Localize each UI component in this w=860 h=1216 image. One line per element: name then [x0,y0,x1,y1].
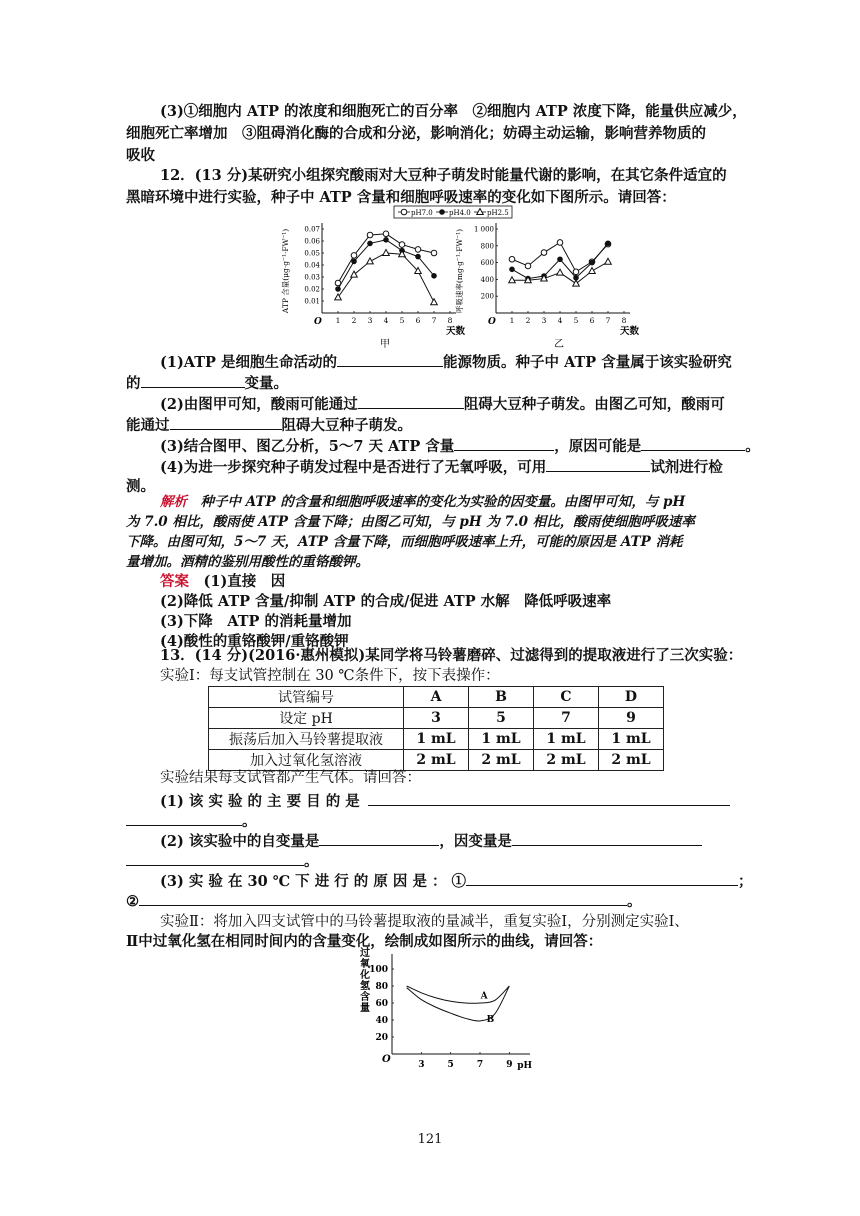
x-tick-label: 4 [383,316,389,325]
x-tick-label: 4 [557,316,563,325]
data-point [351,259,357,265]
analysis-line: 为 7.0 相比，酸雨使 ATP 含量下降；由图乙可知，与 pH 为 7.0 相比，酸雨使细胞呼吸速率 [126,514,695,530]
subquestion-4: (4)为进一步探究种子萌发过程中是否进行了无氧呼吸，可用 试剂进行检 [160,456,770,478]
analysis-line: 下降。由图可知，5～7 天，ATP 含量下降，而细胞呼吸速率上升，可能的原因是 ATP 消耗 [126,534,683,550]
data-point [431,299,438,305]
y-tick-label: 20 [375,1033,388,1043]
table-cell: 1 mL [404,729,469,750]
y-tick-label: 200 [480,292,494,301]
subquestion-4-cont: 测。 [126,478,155,495]
x-tick-label: 1 [335,316,341,325]
y-tick-label: 0.01 [304,297,320,306]
chart-legend [394,206,512,218]
answer-line: (2)降低 ATP 含量/抑制 ATP 的合成/促进 ATP 水解 降低呼吸速率 [160,593,612,610]
answer-line: (3)下降 ATP 的消耗量增加 [160,613,352,630]
x-tick-label: 9 [506,1060,513,1070]
y-tick-label: 600 [480,259,494,268]
y-axis-label: 过氧化氢含量 [360,948,370,1014]
data-point [573,280,580,286]
data-point [509,256,515,262]
origin-label: O [382,1054,391,1065]
data-point [367,258,374,264]
y-tick-label: 100 [369,965,388,975]
q13-sub3: (3) 实 验 在 30 ℃ 下 进 行 的 原 因 是 ： ① ； [160,870,770,892]
y-tick-label: 0.07 [304,225,320,234]
table-cell: 设定 pH [209,708,404,729]
x-tick-label: 3 [541,316,547,325]
question-12-stem: 12．(13 分)某研究小组探究酸雨对大豆种子萌发时能量代谢的影响，在其它条件适宜的 [160,167,727,184]
series-label: A [480,991,488,1002]
data-point [335,286,341,292]
series-curve-A [407,986,510,1003]
x-tick-label: 8 [621,316,627,325]
x-tick-label: 6 [589,316,595,325]
table-header-cell: A [404,687,469,708]
x-tick-label: 8 [447,316,453,325]
answer-label: 答案 [160,573,189,590]
experiment-1: 实验Ⅰ：每支试管控制在 30 ℃条件下，按下表操作： [160,668,500,684]
question-12-stem: 黑暗环境中进行实验，种子中 ATP 含量和细胞呼吸速率的变化如下图所示。请回答： [126,189,676,206]
x-tick-label: 5 [399,316,405,325]
x-tick-label: 2 [525,316,531,325]
data-point [351,271,358,277]
analysis: 解析 种子中 ATP 的含量和细胞呼吸速率的变化为实验的因变量。由图甲可知，与 pH [160,494,686,510]
y-axis-label: ATP 含量(μg·g⁻¹·FW⁻¹) [281,228,290,314]
chart-caption: 甲 [380,339,390,350]
data-point [509,277,516,283]
y-tick-label: 1 000 [473,225,494,234]
table-row [209,708,664,729]
subquestion-1-cont: 的 变量。 [126,372,736,394]
data-point [509,267,515,273]
x-tick-label: 5 [447,1060,454,1070]
data-point [383,231,389,237]
text-line: 吸收 [126,147,155,164]
subquestion-1: (1)ATP 是细胞生命活动的 能源物质。种子中 ATP 含量属于该实验研究 [160,351,770,373]
data-point [383,237,389,243]
table-cell: 9 [599,708,664,729]
experiment-result: 实验结果每支试管都产生气体。请回答： [160,770,421,786]
subquestion-2: (2)由图甲可知，酸雨可能通过 阻碍大豆种子萌发。由图乙可知，酸雨可 [160,393,770,415]
table-cell: 2 mL [404,750,469,771]
legend-label: pH7.0 [411,209,433,217]
data-point [605,240,611,246]
atp-respiration-figure [270,205,640,355]
table-cell: 2 mL [534,750,599,771]
data-point [367,232,373,238]
y-tick-label: 0.02 [304,285,320,294]
data-point [589,260,595,266]
data-point [589,268,596,274]
q13-sub2-cont: 。 [126,850,736,872]
q13-sub1: (1) 该 实 验 的 主 要 目 的 是 [160,790,770,812]
data-point [367,241,373,247]
data-point [557,269,564,275]
q13-sub3-cont: ② 。 [126,890,736,912]
data-point [401,209,407,215]
table-cell: 加入过氧化氢溶液 [209,750,404,771]
x-tick-label: 2 [351,316,357,325]
data-point [573,269,579,275]
table-header-cell: B [469,687,534,708]
table-header-cell: D [599,687,664,708]
x-axis-label: 天数 [620,326,640,337]
data-point [605,258,612,264]
page-number: 121 [417,1132,443,1147]
table-cell: 2 mL [599,750,664,771]
data-point [431,250,437,256]
series-label: B [486,1015,495,1026]
data-point [541,250,547,256]
analysis-label: 解析 [160,494,187,510]
x-axis-label: pH [517,1061,532,1071]
table-cell: 1 mL [599,729,664,750]
data-point [525,263,531,269]
data-point [351,253,357,259]
data-point [431,273,437,279]
q13-sub2: (2) 该实验中的自变量是 ，因变量是 [160,830,770,852]
table-cell: 5 [469,708,534,729]
y-tick-label: 0.03 [304,273,320,282]
data-point [399,242,405,248]
operation-table [208,686,664,771]
y-tick-label: 0.05 [304,249,320,258]
y-tick-label: 800 [480,242,494,251]
text-line: (3)①细胞内 ATP 的浓度和细胞死亡的百分率 ②细胞内 ATP 浓度下降，能量供应减少， [160,103,747,120]
data-point [439,209,445,215]
x-tick-label: 3 [367,316,373,325]
x-tick-label: 7 [476,1060,484,1070]
data-point [383,250,390,256]
question-13-stem: 13．(14 分)(2016·惠州模拟)某同学将马铃薯磨碎、过滤得到的提取液进行了三次实验： [160,647,743,664]
y-axis-label: 呼吸速率(mg·g⁻¹·FW⁻¹) [455,228,464,314]
table-cell: 3 [404,708,469,729]
x-tick-label: 3 [418,1060,425,1070]
y-tick-label: 400 [480,275,494,284]
experiment-2: 实验Ⅱ：将加入四支试管中的马铃薯提取液的量减半，重复实验Ⅰ，分别测定实验Ⅰ、 [160,914,689,930]
data-point [415,254,421,260]
table-cell: 7 [534,708,599,729]
subquestion-3: (3)结合图甲、图乙分析，5～7 天 ATP 含量 ，原因可能是 。 [160,435,770,457]
table-header-cell: 试管编号 [209,687,404,708]
y-tick-label: 60 [375,999,388,1009]
hydrogen-peroxide-chart [352,946,542,1070]
answer-line: (4)酸性的重铬酸钾/重铬酸钾 [160,633,349,650]
table-cell: 1 mL [534,729,599,750]
chart-caption: 乙 [554,339,564,350]
y-tick-label: 0.04 [304,261,320,270]
atp-content-chart [280,223,466,350]
text-line: 细胞死亡率增加 ③阻碍消化酶的合成和分泌，影响消化；妨碍主动运输，影响营养物质的 [126,125,706,142]
q13-sub1-cont: 。 [126,810,736,832]
y-tick-label: 0.06 [304,237,320,246]
x-tick-label: 7 [431,316,437,325]
legend-label: pH4.0 [449,209,471,217]
x-tick-label: 7 [605,316,611,325]
respiration-rate-chart [454,223,640,350]
x-tick-label: 6 [415,316,421,325]
experiment-2-cont: Ⅱ中过氧化氢在相同时间内的含量变化，绘制成如图所示的曲线，请回答： [126,933,603,950]
analysis-line: 量增加。酒精的鉴别用酸性的重铬酸钾。 [126,554,369,570]
table-cell: 2 mL [469,750,534,771]
y-tick-label: 40 [375,1016,388,1026]
data-point [557,256,563,262]
x-axis-label: 天数 [446,326,466,337]
subquestion-2-cont: 能通过 阻碍大豆种子萌发。 [126,414,736,436]
table-cell: 1 mL [469,729,534,750]
origin-label: O [314,317,322,327]
x-tick-label: 5 [573,316,579,325]
table-header-row [209,687,664,708]
origin-label: O [488,317,496,327]
data-point [557,240,563,246]
answer: 答案 (1)直接 因 [160,573,286,590]
data-point [415,247,421,253]
legend-label: pH2.5 [487,209,509,217]
table-row [209,729,664,750]
x-tick-label: 1 [509,316,515,325]
table-header-cell: C [534,687,599,708]
y-tick-label: 80 [375,982,388,992]
table-cell: 振荡后加入马铃薯提取液 [209,729,404,750]
